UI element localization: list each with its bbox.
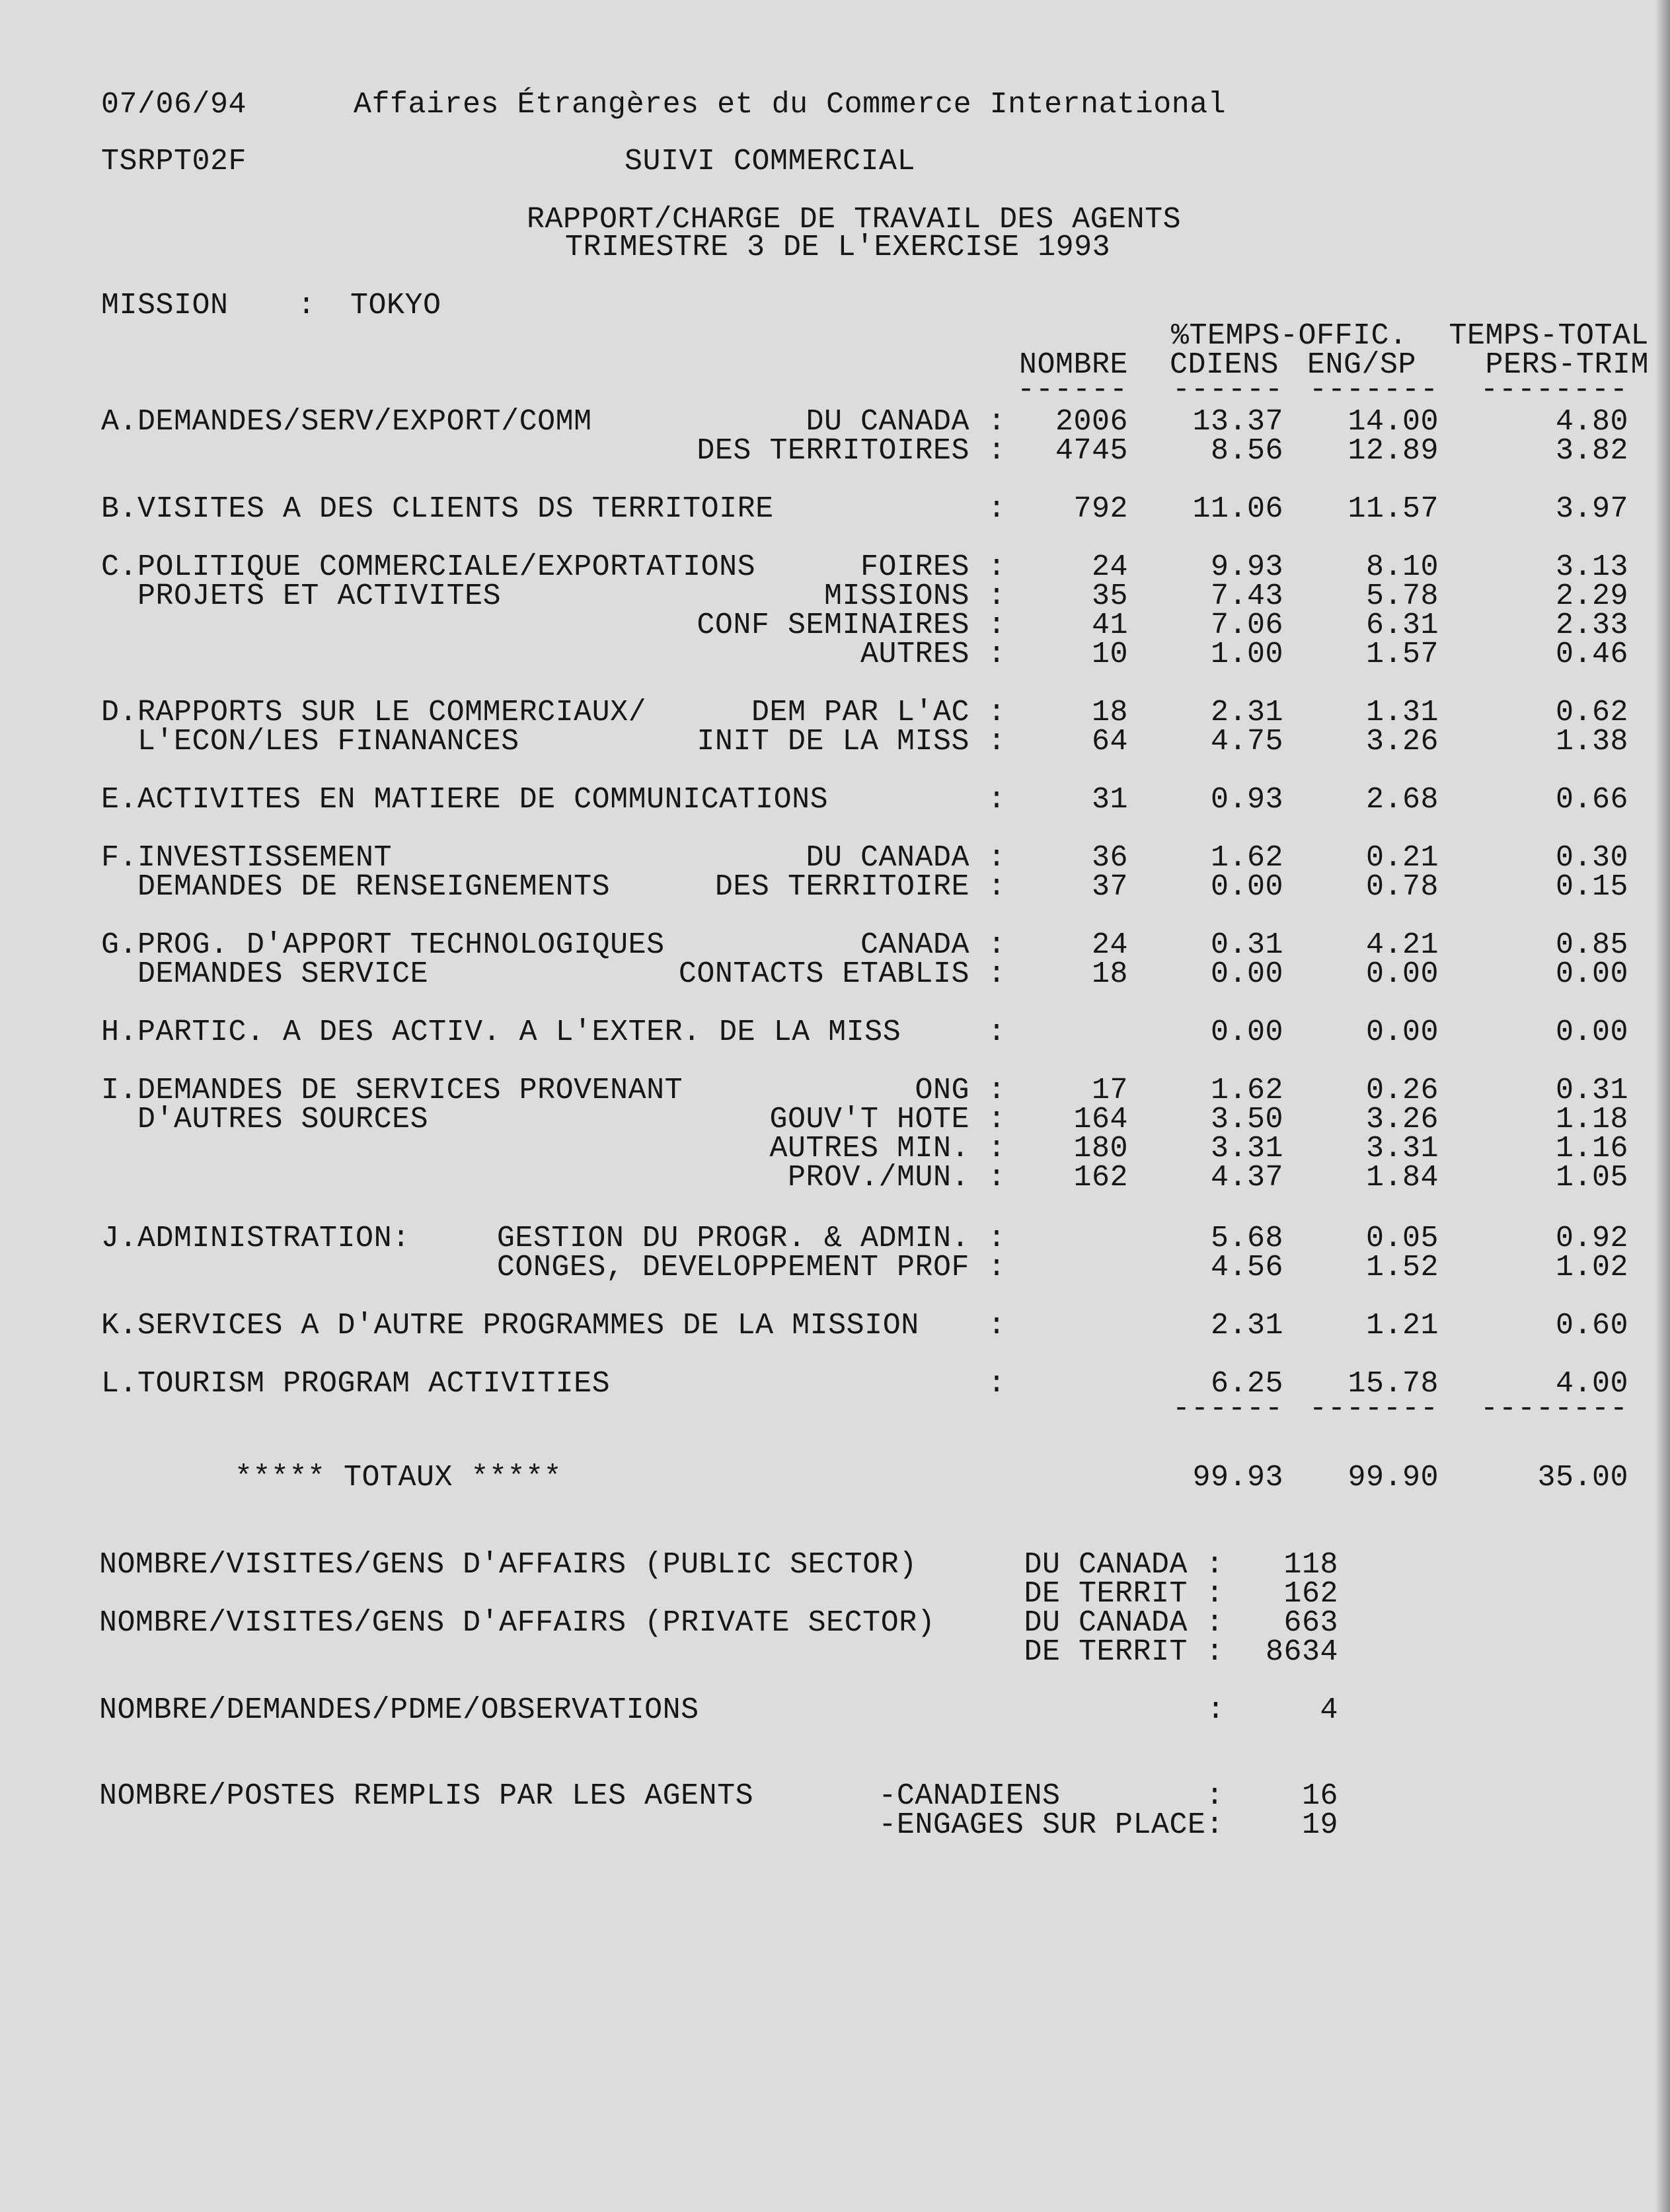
pct-temps-header: %TEMPS-OFFIC. bbox=[1171, 319, 1408, 353]
row-perstrim: 0.00 bbox=[1555, 1015, 1628, 1049]
row-perstrim: 3.97 bbox=[1555, 492, 1628, 526]
postes-value: 19 bbox=[1301, 1808, 1338, 1842]
row-engsp: 6.31 bbox=[1365, 608, 1439, 642]
row-perstrim: 2.33 bbox=[1555, 608, 1628, 642]
row-subcategory: : bbox=[987, 1015, 1006, 1049]
row-cdiens: 0.00 bbox=[1210, 957, 1283, 991]
dash-perstrim: -------- bbox=[1480, 373, 1628, 407]
row-engsp: 3.26 bbox=[1365, 1103, 1439, 1136]
row-subcategory: : bbox=[987, 1309, 1006, 1343]
totals-cdiens: 99.93 bbox=[1192, 1461, 1283, 1494]
row-engsp: 1.31 bbox=[1365, 696, 1439, 729]
col-header-nombre: NOMBRE bbox=[1018, 348, 1128, 382]
pdme-separator: : bbox=[1207, 1693, 1225, 1727]
row-perstrim: 1.18 bbox=[1555, 1103, 1628, 1136]
report-date: 07/06/94 bbox=[101, 88, 247, 122]
row-engsp: 2.68 bbox=[1365, 783, 1439, 817]
row-category: E.ACTIVITES EN MATIERE DE COMMUNICATIONS bbox=[101, 783, 829, 817]
row-cdiens: 9.93 bbox=[1210, 550, 1283, 584]
row-perstrim: 0.15 bbox=[1555, 870, 1628, 904]
row-category: I.DEMANDES DE SERVICES PROVENANT bbox=[101, 1074, 683, 1107]
visits-label: NOMBRE/VISITES/GENS D'AFFAIRS (PUBLIC SECTOR) bbox=[99, 1548, 917, 1582]
row-subcategory: DU CANADA : bbox=[806, 405, 1006, 439]
row-subcategory: : bbox=[987, 1367, 1006, 1401]
row-cdiens: 7.06 bbox=[1210, 608, 1283, 642]
postes-subcategory: -CANADIENS : bbox=[878, 1779, 1224, 1813]
row-nombre: 37 bbox=[1091, 870, 1128, 904]
row-nombre: 18 bbox=[1091, 696, 1128, 729]
row-cdiens: 0.00 bbox=[1210, 870, 1283, 904]
row-subcategory: CONGES, DEVELOPPEMENT PROF : bbox=[496, 1251, 1006, 1284]
row-category: DEMANDES DE RENSEIGNEMENTS bbox=[101, 870, 611, 904]
row-nombre: 31 bbox=[1091, 783, 1128, 817]
row-engsp: 1.52 bbox=[1365, 1251, 1439, 1284]
row-nombre: 36 bbox=[1091, 841, 1128, 875]
row-category: DEMANDES SERVICE bbox=[101, 957, 429, 991]
row-engsp: 0.78 bbox=[1365, 870, 1439, 904]
row-subcategory: AUTRES MIN. : bbox=[769, 1132, 1006, 1165]
row-subcategory: FOIRES : bbox=[860, 550, 1006, 584]
row-category: A.DEMANDES/SERV/EXPORT/COMM bbox=[101, 405, 592, 439]
visits-value: 663 bbox=[1283, 1606, 1338, 1640]
row-category: K.SERVICES A D'AUTRE PROGRAMMES DE LA MISSION bbox=[101, 1309, 919, 1343]
row-nombre: 180 bbox=[1073, 1132, 1128, 1165]
row-subcategory: INIT DE LA MISS : bbox=[697, 725, 1006, 758]
row-engsp: 4.21 bbox=[1365, 928, 1439, 962]
totals-dash-engsp: ------- bbox=[1309, 1392, 1439, 1426]
row-perstrim: 1.02 bbox=[1555, 1251, 1628, 1284]
row-cdiens: 8.56 bbox=[1210, 434, 1283, 468]
row-engsp: 1.21 bbox=[1365, 1309, 1439, 1343]
visits-value: 162 bbox=[1283, 1577, 1338, 1611]
dash-engsp: ------- bbox=[1309, 373, 1439, 407]
totals-dash-cdiens: ------ bbox=[1172, 1392, 1283, 1426]
row-cdiens: 3.50 bbox=[1210, 1103, 1283, 1136]
row-cdiens: 5.68 bbox=[1210, 1222, 1283, 1255]
postes-label: NOMBRE/POSTES REMPLIS PAR LES AGENTS bbox=[99, 1779, 754, 1813]
row-engsp: 8.10 bbox=[1365, 550, 1439, 584]
row-cdiens: 1.62 bbox=[1210, 1074, 1283, 1107]
row-cdiens: 2.31 bbox=[1210, 1309, 1283, 1343]
row-subcategory: CANADA : bbox=[860, 928, 1006, 962]
row-nombre: 64 bbox=[1091, 725, 1128, 758]
row-perstrim: 1.38 bbox=[1555, 725, 1628, 758]
temps-total-header: TEMPS-TOTAL bbox=[1449, 319, 1649, 353]
row-perstrim: 0.85 bbox=[1555, 928, 1628, 962]
visits-value: 118 bbox=[1283, 1548, 1338, 1582]
row-subcategory: : bbox=[987, 783, 1006, 817]
postes-value: 16 bbox=[1301, 1779, 1338, 1813]
row-cdiens: 4.75 bbox=[1210, 725, 1283, 758]
row-nombre: 2006 bbox=[1055, 405, 1128, 439]
row-nombre: 41 bbox=[1091, 608, 1128, 642]
visits-subcategory: DU CANADA : bbox=[1024, 1606, 1224, 1640]
row-nombre: 24 bbox=[1091, 550, 1128, 584]
row-subcategory: : bbox=[987, 492, 1006, 526]
totals-dash-perstrim: -------- bbox=[1480, 1392, 1628, 1426]
row-engsp: 1.84 bbox=[1365, 1161, 1439, 1195]
row-perstrim: 0.66 bbox=[1555, 783, 1628, 817]
row-category: D'AUTRES SOURCES bbox=[101, 1103, 429, 1136]
row-cdiens: 3.31 bbox=[1210, 1132, 1283, 1165]
totals-engsp: 99.90 bbox=[1347, 1461, 1439, 1494]
visits-subcategory: DE TERRIT : bbox=[1024, 1577, 1224, 1611]
row-cdiens: 2.31 bbox=[1210, 696, 1283, 729]
visits-subcategory: DE TERRIT : bbox=[1024, 1635, 1224, 1669]
row-engsp: 1.57 bbox=[1365, 638, 1439, 671]
row-nombre: 162 bbox=[1073, 1161, 1128, 1195]
row-cdiens: 4.37 bbox=[1210, 1161, 1283, 1195]
row-subcategory: DEM PAR L'AC : bbox=[751, 696, 1006, 729]
totals-perstrim: 35.00 bbox=[1537, 1461, 1628, 1494]
row-engsp: 12.89 bbox=[1347, 434, 1439, 468]
row-category: PROJETS ET ACTIVITES bbox=[101, 579, 502, 613]
row-engsp: 14.00 bbox=[1347, 405, 1439, 439]
row-nombre: 17 bbox=[1091, 1074, 1128, 1107]
dash-cdiens: ------ bbox=[1172, 373, 1283, 407]
row-cdiens: 13.37 bbox=[1192, 405, 1283, 439]
col-header-engsp: ENG/SP bbox=[1307, 348, 1417, 382]
dash-nombre: ------ bbox=[1016, 373, 1128, 407]
row-subcategory: GOUV'T HOTE : bbox=[769, 1103, 1006, 1136]
row-perstrim: 3.13 bbox=[1555, 550, 1628, 584]
row-perstrim: 2.29 bbox=[1555, 579, 1628, 613]
row-perstrim: 4.00 bbox=[1555, 1367, 1628, 1401]
row-engsp: 3.31 bbox=[1365, 1132, 1439, 1165]
row-perstrim: 0.31 bbox=[1555, 1074, 1628, 1107]
row-subcategory: PROV./MUN. : bbox=[787, 1161, 1006, 1195]
row-perstrim: 0.62 bbox=[1555, 696, 1628, 729]
row-category: H.PARTIC. A DES ACTIV. A L'EXTER. DE LA MISS bbox=[101, 1015, 901, 1049]
report-subtitle: TRIMESTRE 3 DE L'EXERCISE 1993 bbox=[565, 231, 1111, 264]
col-header-cdiens: CDIENS bbox=[1170, 348, 1279, 382]
pdme-value: 4 bbox=[1320, 1693, 1338, 1727]
row-engsp: 0.00 bbox=[1365, 957, 1439, 991]
row-subcategory: ONG : bbox=[915, 1074, 1006, 1107]
mission-separator: : bbox=[297, 289, 316, 322]
row-perstrim: 0.46 bbox=[1555, 638, 1628, 671]
row-engsp: 3.26 bbox=[1365, 725, 1439, 758]
row-subcategory: AUTRES : bbox=[860, 638, 1006, 671]
row-perstrim: 3.82 bbox=[1555, 434, 1628, 468]
row-nombre: 164 bbox=[1073, 1103, 1128, 1136]
row-subcategory: DES TERRITOIRES : bbox=[697, 434, 1006, 468]
row-category: F.INVESTISSEMENT bbox=[101, 841, 393, 875]
row-nombre: 10 bbox=[1091, 638, 1128, 671]
row-perstrim: 0.60 bbox=[1555, 1309, 1628, 1343]
row-engsp: 0.05 bbox=[1365, 1222, 1439, 1255]
visits-value: 8634 bbox=[1265, 1635, 1338, 1669]
row-engsp: 0.21 bbox=[1365, 841, 1439, 875]
system-name: SUIVI COMMERCIAL bbox=[625, 145, 916, 178]
row-category: J.ADMINISTRATION: bbox=[101, 1222, 410, 1255]
row-cdiens: 0.93 bbox=[1210, 783, 1283, 817]
row-engsp: 15.78 bbox=[1347, 1367, 1439, 1401]
row-category: L'ECON/LES FINANANCES bbox=[101, 725, 519, 758]
pdme-label: NOMBRE/DEMANDES/PDME/OBSERVATIONS bbox=[99, 1693, 699, 1727]
report-title: RAPPORT/CHARGE DE TRAVAIL DES AGENTS bbox=[527, 203, 1182, 237]
row-perstrim: 0.00 bbox=[1555, 957, 1628, 991]
row-nombre: 18 bbox=[1091, 957, 1128, 991]
row-nombre: 4745 bbox=[1055, 434, 1128, 468]
row-subcategory: DES TERRITOIRE : bbox=[714, 870, 1006, 904]
row-perstrim: 1.05 bbox=[1555, 1161, 1628, 1195]
row-engsp: 5.78 bbox=[1365, 579, 1439, 613]
row-category: C.POLITIQUE COMMERCIALE/EXPORTATIONS bbox=[101, 550, 756, 584]
row-engsp: 0.26 bbox=[1365, 1074, 1439, 1107]
row-nombre: 35 bbox=[1091, 579, 1128, 613]
row-cdiens: 6.25 bbox=[1210, 1367, 1283, 1401]
row-nombre: 24 bbox=[1091, 928, 1128, 962]
row-engsp: 11.57 bbox=[1347, 492, 1439, 526]
row-cdiens: 11.06 bbox=[1192, 492, 1283, 526]
row-engsp: 0.00 bbox=[1365, 1015, 1439, 1049]
mission-label: MISSION bbox=[101, 289, 229, 322]
visits-subcategory: DU CANADA : bbox=[1024, 1548, 1224, 1582]
postes-subcategory: -ENGAGES SUR PLACE: bbox=[878, 1808, 1224, 1842]
department-name: Affaires Étrangères et du Commerce International bbox=[354, 88, 1227, 122]
totals-label: ***** TOTAUX ***** bbox=[235, 1461, 562, 1494]
row-subcategory: DU CANADA : bbox=[806, 841, 1006, 875]
report-code: TSRPT02F bbox=[101, 145, 247, 178]
row-perstrim: 1.16 bbox=[1555, 1132, 1628, 1165]
row-category: D.RAPPORTS SUR LE COMMERCIAUX/ bbox=[101, 696, 647, 729]
row-nombre: 792 bbox=[1073, 492, 1128, 526]
row-cdiens: 1.00 bbox=[1210, 638, 1283, 671]
col-header-perstrim: PERS-TRIM bbox=[1485, 348, 1649, 382]
page-edge-shadow bbox=[1655, 0, 1670, 2212]
row-subcategory: GESTION DU PROGR. & ADMIN. : bbox=[496, 1222, 1006, 1255]
row-category: G.PROG. D'APPORT TECHNOLOGIQUES bbox=[101, 928, 665, 962]
row-subcategory: CONF SEMINAIRES : bbox=[697, 608, 1006, 642]
row-category: L.TOURISM PROGRAM ACTIVITIES bbox=[101, 1367, 611, 1401]
row-cdiens: 0.31 bbox=[1210, 928, 1283, 962]
row-cdiens: 0.00 bbox=[1210, 1015, 1283, 1049]
row-cdiens: 4.56 bbox=[1210, 1251, 1283, 1284]
row-cdiens: 7.43 bbox=[1210, 579, 1283, 613]
row-perstrim: 4.80 bbox=[1555, 405, 1628, 439]
visits-label: NOMBRE/VISITES/GENS D'AFFAIRS (PRIVATE SECTOR) bbox=[99, 1606, 936, 1640]
row-category: B.VISITES A DES CLIENTS DS TERRITOIRE bbox=[101, 492, 774, 526]
row-perstrim: 0.92 bbox=[1555, 1222, 1628, 1255]
row-perstrim: 0.30 bbox=[1555, 841, 1628, 875]
row-cdiens: 1.62 bbox=[1210, 841, 1283, 875]
row-subcategory: CONTACTS ETABLIS : bbox=[678, 957, 1006, 991]
row-subcategory: MISSIONS : bbox=[823, 579, 1006, 613]
mission-value: TOKYO bbox=[350, 289, 441, 322]
